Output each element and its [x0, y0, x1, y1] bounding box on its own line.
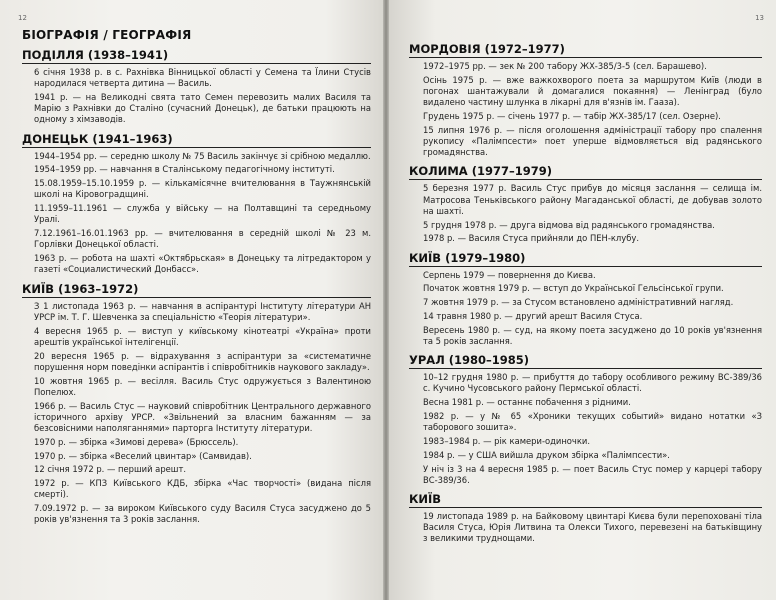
- timeline-entry: 15.08.1959–15.10.1959 р. — кількамісячне вчителювання в Таужнянській школі на Кіровоградщині.: [34, 178, 371, 200]
- entry-list: [403, 183, 762, 244]
- timeline-section: [403, 353, 762, 486]
- timeline-entry: 7.12.1961–16.01.1963 рр. — вчителювання в середній школі № 23 м. Горлівки Донецької області.: [34, 228, 371, 250]
- timeline-entry: 1970 р. — збірка «Зимові дерева» (Брюссель).: [34, 436, 239, 447]
- timeline-entry: Вересень 1980 р. — суд, на якому поета засуджено до 10 років ув'язнення та 5 років заслання.: [423, 324, 762, 346]
- timeline-entry: 19 листопада 1989 р. на Байковому цвинтарі Києва були перепоховані тіла Василя Стуса, Юрія Литвина та Олекси Тихого, перевезені на батьківщину з великими труднощами.: [423, 511, 762, 544]
- timeline-entry: 7 жовтня 1979 р. — за Стусом встановлено адміністративний нагляд.: [423, 297, 734, 308]
- timeline-entry: 1944–1954 рр. — середню школу № 75 Василь закінчує зі срібною медаллю.: [34, 150, 371, 161]
- timeline-entry: 20 вересня 1965 р. — відрахування з аспірантури за «систематичне порушення норм поведінки аспірантів і співробітників наукового закладу».: [34, 350, 371, 372]
- timeline-entry: 7.09.1972 р. — за вироком Київського суду Василя Стуса засуджено до 5 років ув'язнення та 3 років заслання.: [34, 503, 371, 525]
- timeline-entry: 6 січня 1938 р. в с. Рахнівка Вінницької області у Семена та Їлини Стусів народилася четверта дитина — Василь.: [34, 67, 371, 89]
- entry-list: [403, 270, 762, 348]
- section-heading: КИЇВ (1979–1980): [409, 251, 762, 267]
- section-heading: УРАЛ (1980–1985): [409, 353, 762, 369]
- timeline-entry: 10 жовтня 1965 р. — весілля. Василь Стус одружується з Валентиною Попелюх.: [34, 375, 371, 397]
- timeline-entry: 1978 р. — Василя Стуса прийняли до ПЕН-клубу.: [423, 233, 639, 244]
- timeline-entry: 10–12 грудня 1980 р. — прибуття до табору особливого режиму ВС-389/36 с. Кучино Чусовського району Пермської області.: [423, 372, 762, 394]
- entry-list: [403, 372, 762, 486]
- section-heading: КИЇВ (1963–1972): [22, 282, 371, 298]
- timeline-entry: 1984 р. — у США вийшла друком збірка «Палімпсести».: [423, 449, 670, 460]
- timeline-entry: 1963 р. — робота на шахті «Октябрьская» в Донецьку та літредактором у газеті «Социалистический Донбасс».: [34, 253, 371, 275]
- timeline-section: [22, 132, 371, 276]
- section-heading: ПОДІЛЛЯ (1938–1941): [22, 48, 371, 64]
- left-page: [0, 0, 383, 600]
- timeline-entry: 12 січня 1972 р. — перший арешт.: [34, 464, 186, 475]
- timeline-entry: 15 липня 1976 р. — після оголошення адміністрації табору про спалення рукопису «Палімпсести» поет уперше відмовляється від радянського громадянства.: [423, 124, 762, 158]
- right-page: [389, 0, 776, 600]
- timeline-section: [403, 164, 762, 244]
- timeline-section: [403, 251, 762, 348]
- timeline-entry: 14 травня 1980 р. — другий арешт Василя Стуса.: [423, 311, 643, 321]
- timeline-entry: 1954–1959 рр. — навчання в Сталінському педагогічному інституті.: [34, 164, 335, 175]
- section-heading: МОРДОВІЯ (1972–1977): [409, 42, 762, 58]
- section-heading: КОЛИМА (1977–1979): [409, 164, 762, 180]
- page-number-right: 13: [755, 14, 764, 22]
- entry-list: [22, 301, 371, 526]
- right-sections: [403, 42, 762, 545]
- timeline-entry: 4 вересня 1965 р. — виступ у київському кінотеатрі «Україна» проти арештів української інтелігенції.: [34, 325, 371, 347]
- timeline-entry: 1983–1984 р. — рік камери-одиночки.: [423, 436, 591, 446]
- timeline-section: [22, 48, 371, 126]
- entry-list: [22, 151, 371, 276]
- left-sections: [22, 48, 371, 526]
- page-title: БІОГРАФІЯ / ГЕОГРАФІЯ: [22, 28, 192, 42]
- timeline-entry: 1972 р. — КПЗ Київського КДБ, збірка «Час творчості» (видана після смерті).: [34, 478, 371, 500]
- timeline-entry: 5 березня 1977 р. Василь Стус прибув до місяця заслання — селища ім. Матросова Теньківського району Магаданської області, де добував золото на шахті.: [423, 183, 762, 216]
- timeline-entry: Початок жовтня 1979 р. — вступ до Української Гельсінської групи.: [423, 283, 724, 294]
- timeline-entry: З 1 листопада 1963 р. — навчання в аспірантурі Інституту літератури АН УРСР ім. Т. Г. Шевченка за спеціальністю «Теорія літератури».: [34, 300, 371, 322]
- timeline-entry: Весна 1981 р. — останнє побачення з рідними.: [423, 397, 631, 408]
- entry-list: [22, 67, 371, 126]
- timeline-entry: 5 грудня 1978 р. — друга відмова від радянського громадянства.: [423, 219, 715, 230]
- timeline-entry: 11.1959–11.1961 — служба у війську — на Полтавщині та середньому Уралі.: [34, 203, 371, 225]
- section-heading: КИЇВ: [409, 492, 762, 508]
- entry-list: [403, 61, 762, 158]
- timeline-section: [403, 492, 762, 545]
- timeline-entry: 1970 р. — збірка «Веселий цвинтар» (Самвидав).: [34, 450, 252, 461]
- timeline-entry: Серпень 1979 — повернення до Києва.: [423, 269, 596, 280]
- entry-list: [403, 511, 762, 545]
- timeline-entry: Осінь 1975 р. — вже важкохворого поета за маршрутом Київ (люди в погонах шантажували й домагалися покаяння) — Ленінград (було видалено частину шлунка в лікарні для в'язнів ім. Гааза).: [423, 74, 762, 108]
- section-heading: ДОНЕЦЬК (1941–1963): [22, 132, 371, 148]
- timeline-entry: 1941 р. — на Великодні свята тато Семен перевозить малих Василя та Марію з Рахнівки до Сталіно (сучасний Донецьк), де батьки працюють на одному з хімзаводів.: [34, 92, 371, 125]
- timeline-section: [403, 42, 762, 158]
- timeline-entry: У ніч із 3 на 4 вересня 1985 р. — поет Василь Стус помер у карцері табору ВС-389/36.: [423, 463, 762, 485]
- timeline-entry: Грудень 1975 р. — січень 1977 р. — табір ЖХ-385/17 (сел. Озерне).: [423, 111, 721, 121]
- page-number-left: 12: [18, 14, 27, 22]
- timeline-entry: 1966 р. — Василь Стус — науковий співробітник Центрального державного історичного архіву УРСР. «Звільнений за власним бажанням — за безсовісними наполяганнями» парторга Інституту літератури.: [34, 400, 371, 434]
- timeline-entry: 1982 р. — у № 65 «Хроники текущих событий» видано нотатки «З таборового зошита».: [423, 411, 762, 433]
- timeline-entry: 1972–1975 рр. — зек № 200 табору ЖХ-385/3-5 (сел. Барашево).: [423, 61, 707, 71]
- timeline-section: [22, 282, 371, 526]
